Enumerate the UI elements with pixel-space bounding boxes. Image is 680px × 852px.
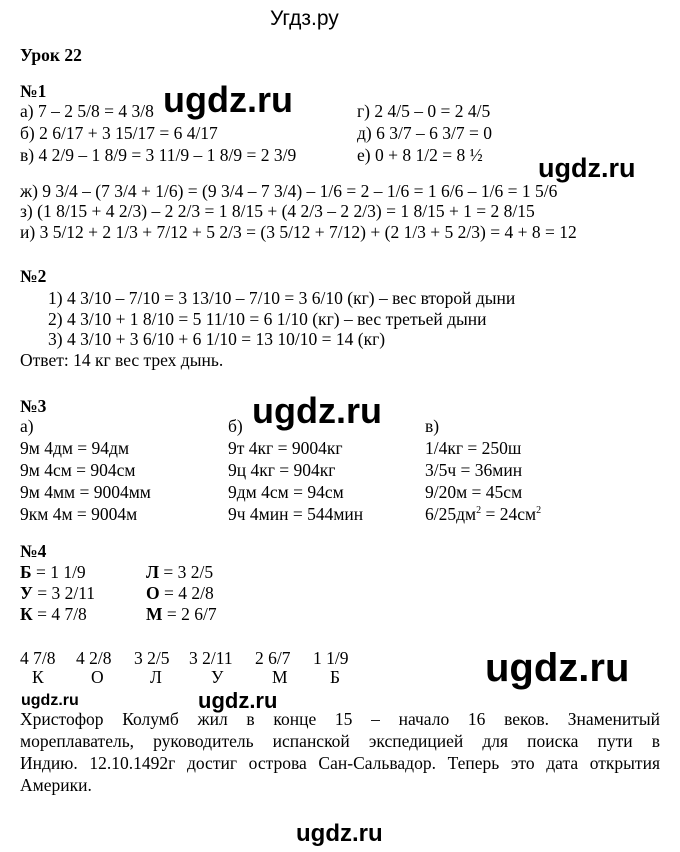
watermark: ugdz.ru [538,153,636,183]
task1-item-v: в) 4 2/9 – 1 8/9 = 3 11/9 – 1 8/9 = 2 3/9 [20,145,297,165]
task3-col-v-head: в) [425,416,440,436]
cipher-letter: Б [330,667,341,687]
letter: Л [146,562,160,582]
history-text-line: Америки. [20,775,92,795]
task4-pair-o [146,585,214,603]
cipher-letter: О [91,667,104,687]
history-text-line: Христофор Колумб жил в конце 15 – начало 16 веков. Знаменитый [20,709,660,729]
task4-pair-b [20,564,86,582]
value: = 4 7/8 [32,604,87,624]
task3-col-a-row: 9м 4дм = 94дм [20,438,130,458]
watermark: ugdz.ru [21,692,79,709]
letter: У [20,583,33,603]
cipher-number: 3 2/5 [134,648,170,668]
task3-col-a-row: 9км 4м = 9004м [20,504,138,524]
task2-step-3: 3) 4 3/10 + 3 6/10 + 6 1/10 = 13 10/10 = 14 (кг) [48,329,386,349]
value: = 2 6/7 [162,604,217,624]
lesson-title: Урок 22 [20,45,82,65]
value: = 3 2/5 [159,562,214,582]
task1-item-g: г) 2 4/5 – 0 = 2 4/5 [357,101,491,121]
value: = 4 2/8 [159,583,214,603]
task4-pair-m [146,606,217,624]
cipher-letter: У [211,667,224,687]
task3-col-b-row: 9ч 4мин = 544мин [228,504,364,524]
value: = 1 1/9 [31,562,86,582]
cipher-number: 2 6/7 [255,648,291,668]
task4-pair-k [20,606,87,624]
value: = 3 2/11 [32,583,96,603]
task3-col-v-row: 9/20м = 45см [425,482,523,502]
task1-item-b: б) 2 6/17 + 3 15/17 = 6 4/17 [20,123,218,143]
task3-col-v-row: 1/4кг = 250ш [425,438,522,458]
cipher-number: 4 7/8 [20,648,56,668]
task3-label: №3 [20,396,47,416]
task4-pair-l [146,564,213,582]
task2-answer: Ответ: 14 кг вес трех дынь. [20,350,224,370]
task1-item-z: з) (1 8/15 + 4 2/3) – 2 2/3 = 1 8/15 + (4 2/3 – 2 2/3) = 1 8/15 + 1 = 2 8/15 [20,201,535,221]
superscript: 2 [476,505,482,516]
letter: К [20,604,33,624]
task2-label: №2 [20,266,47,286]
task3-col-a-row: 9м 4см = 904см [20,460,136,480]
watermark: ugdz.ru [252,390,382,431]
watermark: ugdz.ru [296,820,383,847]
task2-step-2: 2) 4 3/10 + 1 8/10 = 5 11/10 = 6 1/10 (кг) – вес третьей дыни [48,309,487,329]
cipher-number: 1 1/9 [313,648,349,668]
row-text-mid: = 24см [481,504,537,524]
cipher-number: 4 2/8 [76,648,112,668]
task3-col-b-row: 9дм 4см = 94см [228,482,344,502]
cipher-letter: М [272,667,288,687]
task3-col-b-row: 9т 4кг = 9004кг [228,438,343,458]
task2-step-1: 1) 4 3/10 – 7/10 = 3 13/10 – 7/10 = 3 6/10 (кг) – вес второй дыни [48,288,516,308]
history-text-line: мореплаватель, руководитель испанской экспедицией для поиска пути в [20,731,660,751]
task3-col-a-head: а) [20,416,34,436]
task4-label: №4 [20,541,47,561]
task1-item-a: а) 7 – 2 5/8 = 4 3/8 [20,101,154,121]
task3-col-a-row: 9м 4мм = 9004мм [20,482,151,502]
cipher-letter: Л [150,667,162,687]
task1-item-e: е) 0 + 8 1/2 = 8 ½ [357,145,483,165]
task4-pair-u [20,585,95,603]
cipher-number: 3 2/11 [189,648,233,668]
watermark: ugdz.ru [485,646,630,690]
letter: Б [20,562,32,582]
task3-col-v-row: 3/5ч = 36мин [425,460,523,480]
task3-col-b-row: 9ц 4кг = 904кг [228,460,336,480]
watermark: ugdz.ru [163,79,293,120]
history-text-line: Индию. 12.10.1492г достиг острова Сан-Сальвадор. Теперь это дата открытия [20,753,660,773]
row-text-left: 6/25дм [425,504,477,524]
task1-item-i: и) 3 5/12 + 2 1/3 + 7/12 + 5 2/3 = (3 5/12 + 7/12) + (2 1/3 + 5 2/3) = 4 + 8 = 12 [20,222,577,242]
cipher-letter: К [32,667,44,687]
task3-col-v-row [425,506,541,524]
task1-item-d: д) 6 3/7 – 6 3/7 = 0 [357,123,492,143]
letter: М [146,604,163,624]
task1-item-zh: ж) 9 3/4 – (7 3/4 + 1/6) = (9 3/4 – 7 3/4) – 1/6 = 2 – 1/6 = 1 6/6 – 1/6 = 1 5/6 [20,181,558,201]
task1-label: №1 [20,81,47,101]
watermark: ugdz.ru [198,688,278,713]
task3-col-b-head: б) [228,416,243,436]
site-header: Угдз.ру [270,7,339,30]
superscript: 2 [536,505,542,516]
letter: О [146,583,160,603]
